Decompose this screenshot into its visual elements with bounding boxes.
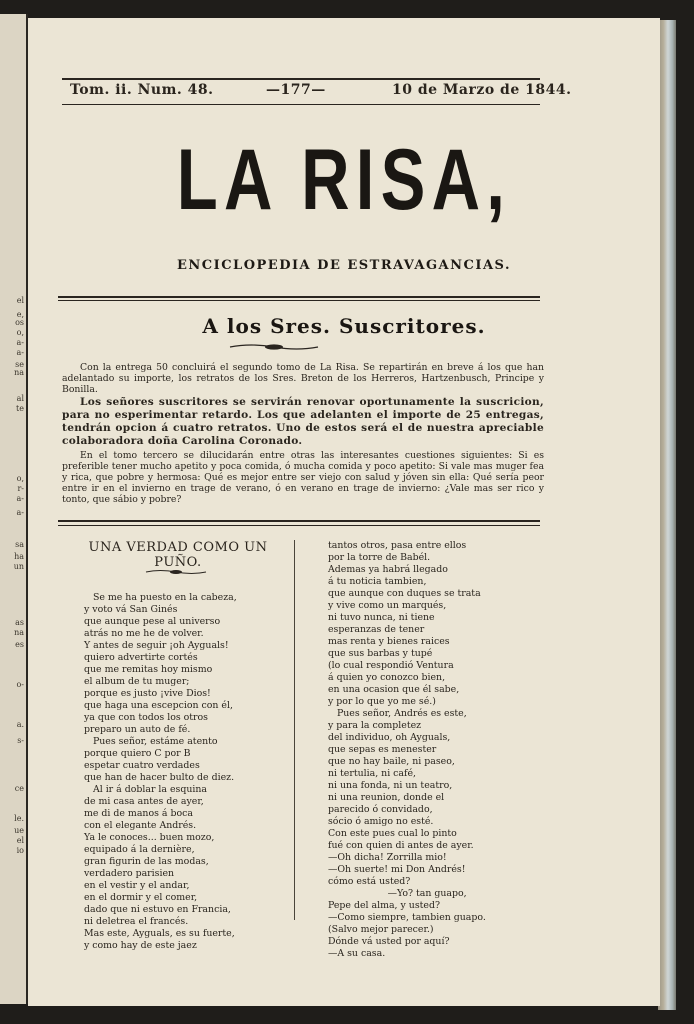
- poem-line: Al ir á doblar la esquina: [84, 784, 208, 795]
- left-page-fragment: a-: [16, 508, 24, 517]
- poem-line: Pues señor, estáme atento: [84, 736, 218, 747]
- poem-line: Se me ha puesto en la cabeza,: [84, 592, 237, 603]
- notice-paragraph-1: Con la entrega 50 concluirá el segundo tomo de La Risa. Se repartirán en breve á los que han adelantado su importe, los retratos de los Sres. Breton de los Herreros, Hartzenbusch, Principe y Bonilla.: [62, 362, 544, 395]
- issue-date: 10 de Marzo de 1844.: [392, 82, 572, 98]
- left-page-fragment: un: [13, 562, 24, 571]
- left-page-fragment: el: [16, 296, 24, 305]
- poem-line: á quien yo conozco bien,: [328, 672, 446, 683]
- left-page-fragment: o-: [16, 680, 24, 689]
- poem-line: cómo está usted?: [328, 876, 411, 887]
- poem-line: Pues señor, Andrés es este,: [328, 708, 467, 719]
- poem-line: que no hay baile, ni paseo,: [328, 756, 455, 767]
- poem-line: y por lo que yo me sé.): [328, 696, 436, 707]
- poem-line: del individuo, oh Ayguals,: [328, 732, 451, 743]
- header-top-rule: [62, 78, 540, 80]
- left-page-fragment: o,: [16, 328, 24, 337]
- poem-line: equipado á la dernière,: [84, 844, 195, 855]
- poem-line: (Salvo mejor parecer.): [328, 924, 434, 935]
- poem-line: ya que con todos los otros: [84, 712, 208, 723]
- poem-flourish-ornament: [144, 568, 208, 576]
- masthead-rule-thin: [58, 300, 540, 301]
- left-page-fragment: o,: [16, 474, 24, 483]
- newspaper-page: [28, 18, 660, 1006]
- poem-line: ni una fonda, ni un teatro,: [328, 780, 453, 791]
- poem-line: dado que ni estuvo en Francia,: [84, 904, 231, 915]
- poem-line: el album de tu muger;: [84, 676, 190, 687]
- left-page-fragment: ue: [14, 826, 24, 835]
- poem-line: que sepas es menester: [328, 744, 437, 755]
- poem-line: quiero advertirte cortés: [84, 652, 198, 663]
- poem-line: Pepe del alma, y usted?: [328, 900, 440, 911]
- adjacent-page-edge: [0, 14, 28, 1004]
- notice-body: [62, 362, 544, 505]
- poem-line: en una ocasion que él sabe,: [328, 684, 460, 695]
- poem-column-2: [328, 540, 486, 960]
- poem-line: porque quiero C por B: [84, 748, 191, 759]
- poem-line: —Como siempre, tambien guapo.: [328, 912, 486, 923]
- poem-line: —Oh dicha! Zorrilla mio!: [328, 852, 447, 863]
- poem-line: en el vestir y el andar,: [84, 880, 190, 891]
- poem-line: —Yo? tan guapo,: [328, 888, 467, 899]
- poem-line: ni tertulia, ni café,: [328, 768, 417, 779]
- poem-line: atrás no me he de volver.: [84, 628, 204, 639]
- poem-line: Ya le conoces... buen mozo,: [84, 832, 215, 843]
- left-page-fragment: io: [16, 846, 24, 855]
- poem-line: y como hay de este jaez: [84, 940, 197, 951]
- poem-line: Con este pues cual lo pinto: [328, 828, 457, 839]
- poem-line: que sus barbas y tupé: [328, 648, 433, 659]
- poem-line: que me remitas hoy mismo: [84, 664, 213, 675]
- poem-line: ni tuvo nunca, ni tiene: [328, 612, 435, 623]
- left-page-fragment: na: [14, 368, 24, 377]
- poem-line: en el dormir y el comer,: [84, 892, 198, 903]
- poem-title: UNA VERDAD COMO UN PUÑO.: [88, 540, 268, 570]
- poem-line: ni deletrea el francés.: [84, 916, 189, 927]
- poem-line: que aunque pese al universo: [84, 616, 221, 627]
- poem-line: y voto vá San Ginés: [84, 604, 178, 615]
- column-divider: [294, 540, 295, 920]
- left-page-fragment: ha: [14, 552, 24, 561]
- poem-line: parecido ó convidado,: [328, 804, 433, 815]
- poem-line: mas renta y bienes raices: [328, 636, 450, 647]
- poem-line: y vive como un marqués,: [328, 600, 447, 611]
- left-page-fragment: es: [15, 640, 24, 649]
- poem-line: Y antes de seguir ¡oh Ayguals!: [84, 640, 229, 651]
- header-bottom-rule: [62, 104, 540, 105]
- left-page-fragment: e,: [16, 310, 24, 319]
- notice-paragraph-3: En el tomo tercero se dilucidarán entre otras las interesantes cuestiones siguientes: Si es preferible tener mucho apetito y poca comida, ó mucha comida y poco apetito: Si vale mas muger fea y rica, que pobre y hermosa: Qué es mejor entre ser viejo con salud y jóven sin ella: Qué sería peor entre ir en el invierno en trage de verano, ó en verano en trage de invierno: ¿Vale mas ser rico y tonto, que sábio y pobre?: [62, 450, 544, 505]
- left-page-fragment: r-: [17, 484, 24, 493]
- poem-line: Dónde vá usted por aquí?: [328, 936, 450, 947]
- poem-line: sócio ó amigo no esté.: [328, 816, 434, 827]
- notice-title: A los Sres. Suscritores.: [202, 314, 486, 338]
- poem-line: espetar cuatro verdades: [84, 760, 200, 771]
- poem-line: de mi casa antes de ayer,: [84, 796, 204, 807]
- left-page-fragment: a-: [16, 338, 24, 347]
- left-page-fragment: a-: [16, 348, 24, 357]
- left-page-fragment: le.: [14, 814, 24, 823]
- book-binding-edge: [658, 20, 676, 1010]
- poem-line: tantos otros, pasa entre ellos: [328, 540, 467, 551]
- poem-line: fué con quien di antes de ayer.: [328, 840, 474, 851]
- poem-line: que haga una escepcion con él,: [84, 700, 233, 711]
- left-page-fragment: se: [15, 360, 24, 369]
- masthead-subtitle: ENCICLOPEDIA DE ESTRAVAGANCIAS.: [176, 258, 511, 273]
- left-page-fragment: a.: [16, 720, 24, 729]
- left-page-fragment: el: [16, 836, 24, 845]
- poem-line: ni una reunion, donde el: [328, 792, 445, 803]
- left-page-fragment: al: [16, 394, 24, 403]
- poem-line: —A su casa.: [328, 948, 386, 959]
- poem-line: á tu noticia tambien,: [328, 576, 427, 587]
- poem-line: —Oh suerte! mi Don Andrés!: [328, 864, 466, 875]
- masthead-title: LA RISA,: [176, 132, 512, 228]
- flourish-ornament: [228, 342, 320, 352]
- poem-line: por la torre de Babél.: [328, 552, 431, 563]
- poem-column-1: [84, 592, 237, 952]
- poem-line: que aunque con duques se trata: [328, 588, 481, 599]
- section-rule-thick: [58, 520, 540, 522]
- volume-number: Tom. ii. Num. 48.: [70, 82, 214, 98]
- poem-line: preparo un auto de fé.: [84, 724, 191, 735]
- left-page-fragment: ce: [14, 784, 24, 793]
- section-rule-thin: [58, 525, 540, 526]
- poem-line: me di de manos á boca: [84, 808, 193, 819]
- left-page-fragment: na: [14, 628, 24, 637]
- poem-line: con el elegante Andrés.: [84, 820, 197, 831]
- poem-line: esperanzas de tener: [328, 624, 425, 635]
- notice-paragraph-2: Los señores suscritores se servirán renovar oportunamente la suscricion, para no esperimentar retardo. Los que adelanten el importe de 25 entregas, tendrán opcion á cuatro retratos. Uno de estos será el de nuestra apreciable colaboradora doña Carolina Coronado.: [62, 396, 544, 447]
- poem-line: y para la completez: [328, 720, 422, 731]
- poem-line: gran figurin de las modas,: [84, 856, 209, 867]
- poem-line: Ademas ya habrá llegado: [328, 564, 448, 575]
- left-page-fragment: te: [16, 404, 24, 413]
- left-page-fragment: s-: [17, 736, 24, 745]
- poem-line: porque es justo ¡vive Dios!: [84, 688, 211, 699]
- poem-line: que han de hacer bulto de diez.: [84, 772, 235, 783]
- masthead-rule-thick: [58, 296, 540, 298]
- left-page-fragment: sa: [15, 540, 24, 549]
- poem-line: Mas este, Ayguals, es su fuerte,: [84, 928, 235, 939]
- poem-line: (lo cual respondió Ventura: [328, 660, 454, 671]
- left-page-fragment: as: [15, 618, 24, 627]
- left-page-fragment: a-: [16, 494, 24, 503]
- poem-line: verdadero parisien: [84, 868, 175, 879]
- left-page-fragment: os: [15, 318, 24, 327]
- page-number: —177—: [266, 82, 326, 98]
